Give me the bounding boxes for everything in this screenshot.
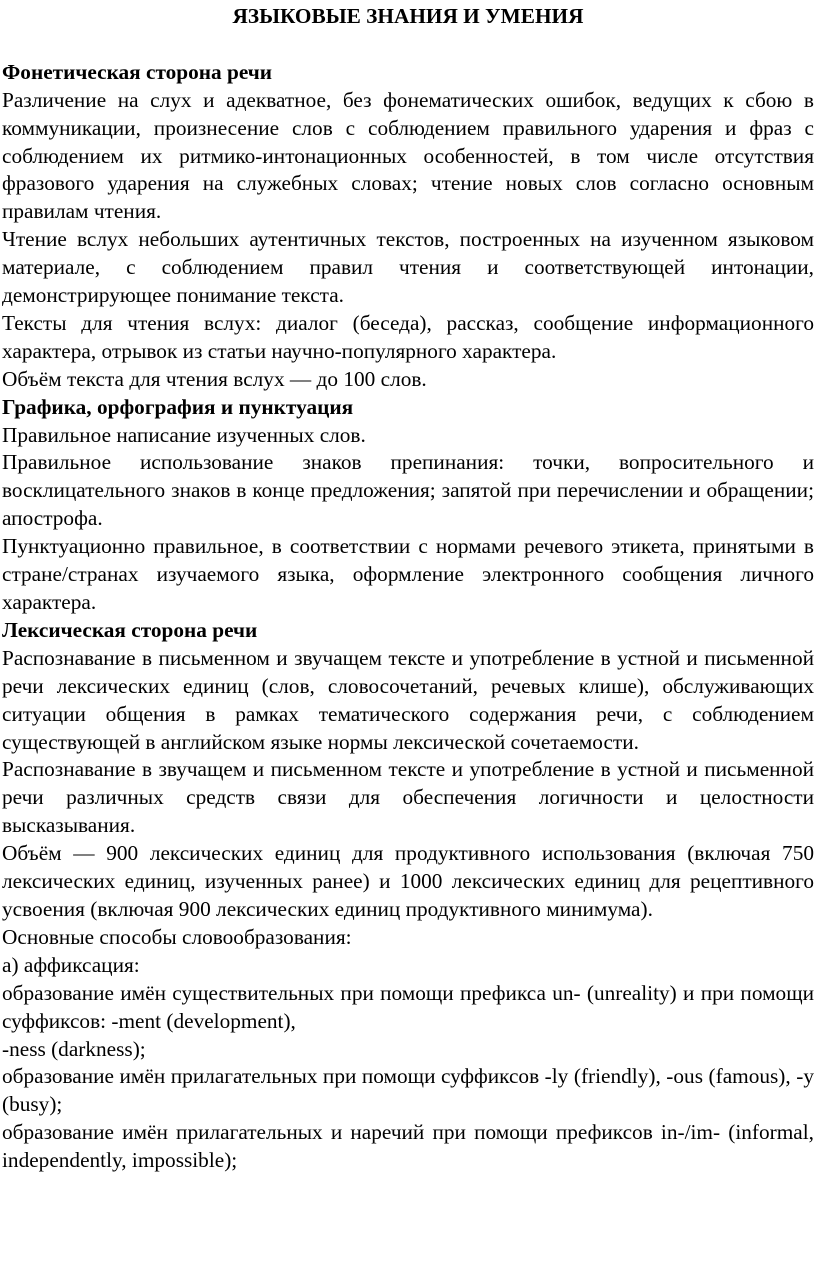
section-lexis xyxy=(2,617,814,1175)
paragraph: Чтение вслух небольших аутентичных текстов, построенных на изученном языковом материале, с соблюдением правил чтения и соответствующей интонации, демонстрирующее понимание текста. xyxy=(2,227,814,308)
paragraph: Распознавание в звучащем и письменном тексте и употребление в устной и письменной речи различных средств связи для обеспечения логичности и целостности высказывания. xyxy=(2,757,814,838)
paragraph: а) аффиксация: xyxy=(2,952,140,977)
paragraph: Правильное использование знаков препинания: точки, вопросительного и восклицательного знаков в конце предложения; запятой при перечислении и обращении; апострофа. xyxy=(2,450,814,531)
paragraph: Распознавание в письменном и звучащем тексте и употребление в устной и письменной речи лексических единиц (слов, словосочетаний, речевых клише), обслуживающих ситуации общения в рамках тематического содержания речи, с соблюдением существующей в английском языке нормы лексической сочетаемости. xyxy=(2,645,814,754)
paragraph: Тексты для чтения вслух: диалог (беседа), рассказ, сообщение информационного характера, отрывок из статьи научно-популярного характера. xyxy=(2,310,814,363)
paragraph: Объём — 900 лексических единиц для продуктивного использования (включая 750 лексических единиц, изученных ранее) и 1000 лексических единиц для рецептивного усвоения (включая 900 лексических единиц продуктивного минимума). xyxy=(2,841,814,921)
paragraph: Правильное написание изученных слов. xyxy=(2,422,366,447)
title-spacer xyxy=(2,31,814,59)
paragraph: Различение на слух и адекватное, без фонематических ошибок, ведущих к сбою в коммуникации, произнесение слов с соблюдением правильного ударения и фраз с соблюдением их ритмико-интонационных особенностей, в том числе отсутствия фразового ударения на служебных словах; чтение новых слов согласно основным правилам чтения. xyxy=(2,87,814,224)
paragraph: Основные способы словообразования: xyxy=(2,924,352,949)
section-heading: Фонетическая сторона речи xyxy=(2,59,273,84)
paragraph: образование имён существительных при помощи префикса un- (unreality) и при помощи суффиксов: -ment (development), xyxy=(2,980,814,1033)
section-phonetics xyxy=(2,59,814,394)
document-title: ЯЗЫКОВЫЕ ЗНАНИЯ И УМЕНИЯ xyxy=(232,4,584,28)
paragraph: образование имён прилагательных при помощи суффиксов -ly (friendly), -ous (famous), -y (busy); xyxy=(2,1064,814,1117)
paragraph: Объём текста для чтения вслух — до 100 слов. xyxy=(2,366,427,391)
section-graphics-orthography xyxy=(2,394,814,617)
section-heading: Лексическая сторона речи xyxy=(2,617,258,642)
paragraph: Пунктуационно правильное, в соответствии с нормами речевого этикета, принятыми в стране/странах изучаемого языка, оформление электронного сообщения личного характера. xyxy=(2,534,814,614)
paragraph: образование имён прилагательных и наречий при помощи префиксов in-/im- (informal, independently, impossible); xyxy=(2,1120,814,1173)
section-heading: Графика, орфография и пунктуация xyxy=(2,394,354,419)
paragraph: -ness (darkness); xyxy=(2,1036,146,1061)
